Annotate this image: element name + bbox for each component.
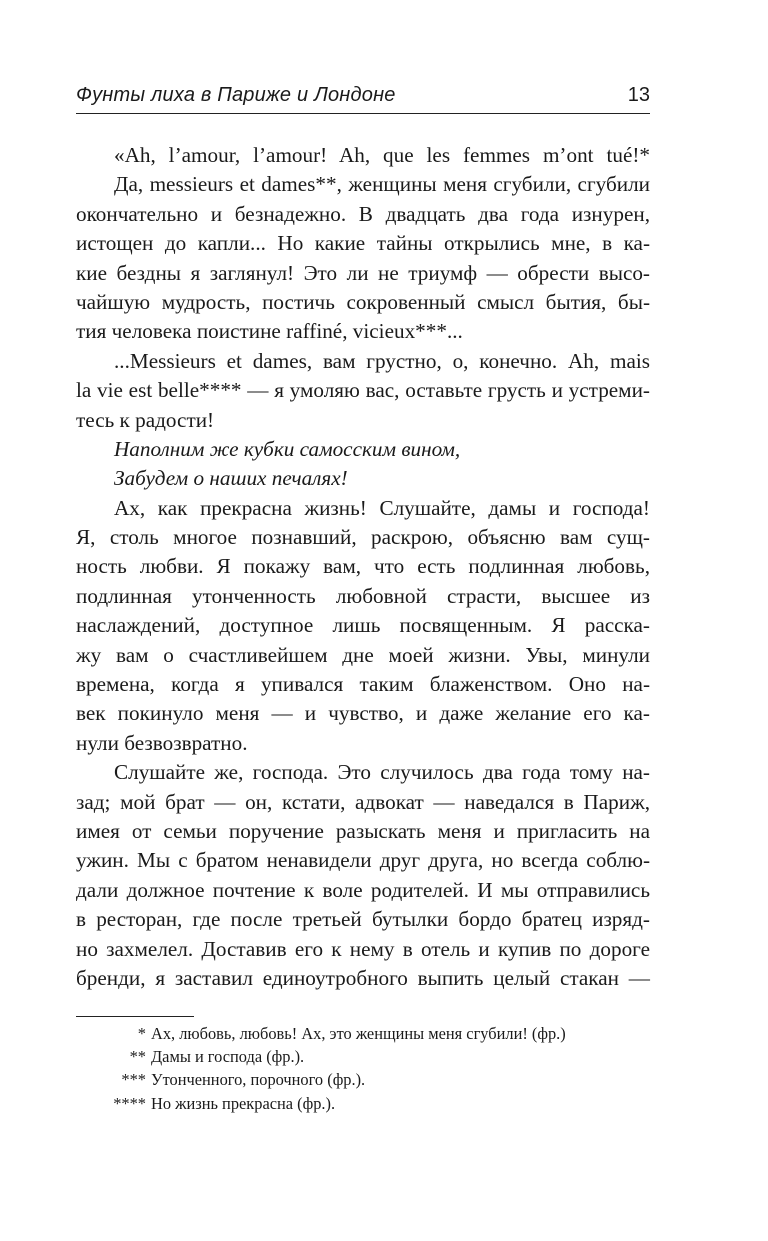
footnote-mark: ** [129, 1047, 146, 1067]
text-line: ...Messieurs et dames, вам грустно, о, конечно. Ah, mais [114, 348, 650, 373]
running-header [76, 82, 650, 112]
verse-line: Забудем о наших печалях! [114, 466, 348, 491]
verse-line: Наполним же кубки самосским вином, [114, 436, 461, 461]
text-line: зад; мой брат — он, кстати, адвокат — наведался в Париж, [76, 789, 650, 814]
footnote-mark: **** [113, 1093, 146, 1113]
text-line: но захмелел. Доставив его к нему в отель и купив по дороге [76, 936, 650, 961]
text-line: времена, когда я упивался таким блаженством. Оно на- [76, 672, 650, 697]
footnote [76, 1045, 650, 1068]
footnote-text: Утонченного, порочного (фр.). [151, 1070, 366, 1090]
text-line: чайшую мудрость, постичь сокровенный смысл бытия, бы- [76, 289, 650, 314]
footnote [76, 1092, 650, 1115]
text-line: Я, столь многое познавший, раскрою, объясню вам сущ- [76, 525, 650, 550]
footnote-rule [76, 1016, 194, 1017]
text-line: тия человека поистине raffiné, vicieux***... [76, 319, 463, 344]
footnote [76, 1068, 650, 1091]
text-line: подлинная утонченность любовной страсти, высшее из [76, 583, 650, 608]
text-line: дали должное почтение к воле родителей. И мы отправились [76, 877, 650, 902]
text-line: в ресторан, где после третьей бутылки бордо братец изряд- [76, 907, 650, 932]
text-line: кие бездны я заглянул! Это ли не триумф — обрести высо- [76, 260, 650, 285]
text-line: Слушайте же, господа. Это случилось два года тому на- [114, 760, 650, 785]
text-line: Ах, как прекрасна жизнь! Слушайте, дамы и господа! [114, 495, 650, 520]
text-line: la vie est belle**** — я умоляю вас, оставьте грусть и устреми- [76, 378, 650, 403]
page-number: 13 [627, 84, 650, 106]
text-line: окончательно и безнадежно. В двадцать два года изнурен, [76, 201, 650, 226]
footnote [76, 1022, 650, 1045]
text-line: истощен до капли... Но какие тайны открылись мне, в ка- [76, 231, 650, 256]
footnotes [76, 1022, 650, 1115]
text-line: тесь к радости! [76, 407, 215, 432]
text-line: имея от семьи поручение разыскать меня и пригласить на [76, 818, 650, 843]
header-rule [76, 113, 650, 114]
footnote-mark: * [137, 1024, 146, 1043]
text-line: ужин. Мы с братом ненавидели друг друга, но всегда соблю- [76, 848, 650, 873]
running-title: Фунты лиха в Париже и Лондоне [76, 84, 396, 106]
body-text [76, 141, 650, 993]
text-line: жу вам о счастливейшем дне моей жизни. Увы, минули [76, 642, 650, 667]
footnote-text: Ах, любовь, любовь! Ах, это женщины меня сгубили! (фр.) [151, 1024, 566, 1043]
text-line: «Ah, l’amour, l’amour! Ah, que les femmes m’ont tué!* [114, 143, 650, 167]
text-line: наслаждений, доступное лишь посвященным. Я расска- [76, 613, 650, 638]
text-line: век покинуло меня — и чувство, и даже желание его ка- [76, 701, 650, 726]
text-line: нули безвозвратно. [76, 730, 248, 755]
text-line: ность любви. Я покажу вам, что есть подлинная любовь, [76, 554, 650, 579]
text-line: Да, messieurs et dames**, женщины меня сгубили, сгубили [114, 172, 650, 197]
text-line: бренди, я заставил единоутробного выпить целый стакан — [76, 965, 650, 990]
footnote-mark: *** [121, 1070, 146, 1090]
footnote-text: Дамы и господа (фр.). [151, 1047, 305, 1067]
footnote-text: Но жизнь прекрасна (фр.). [151, 1093, 336, 1113]
